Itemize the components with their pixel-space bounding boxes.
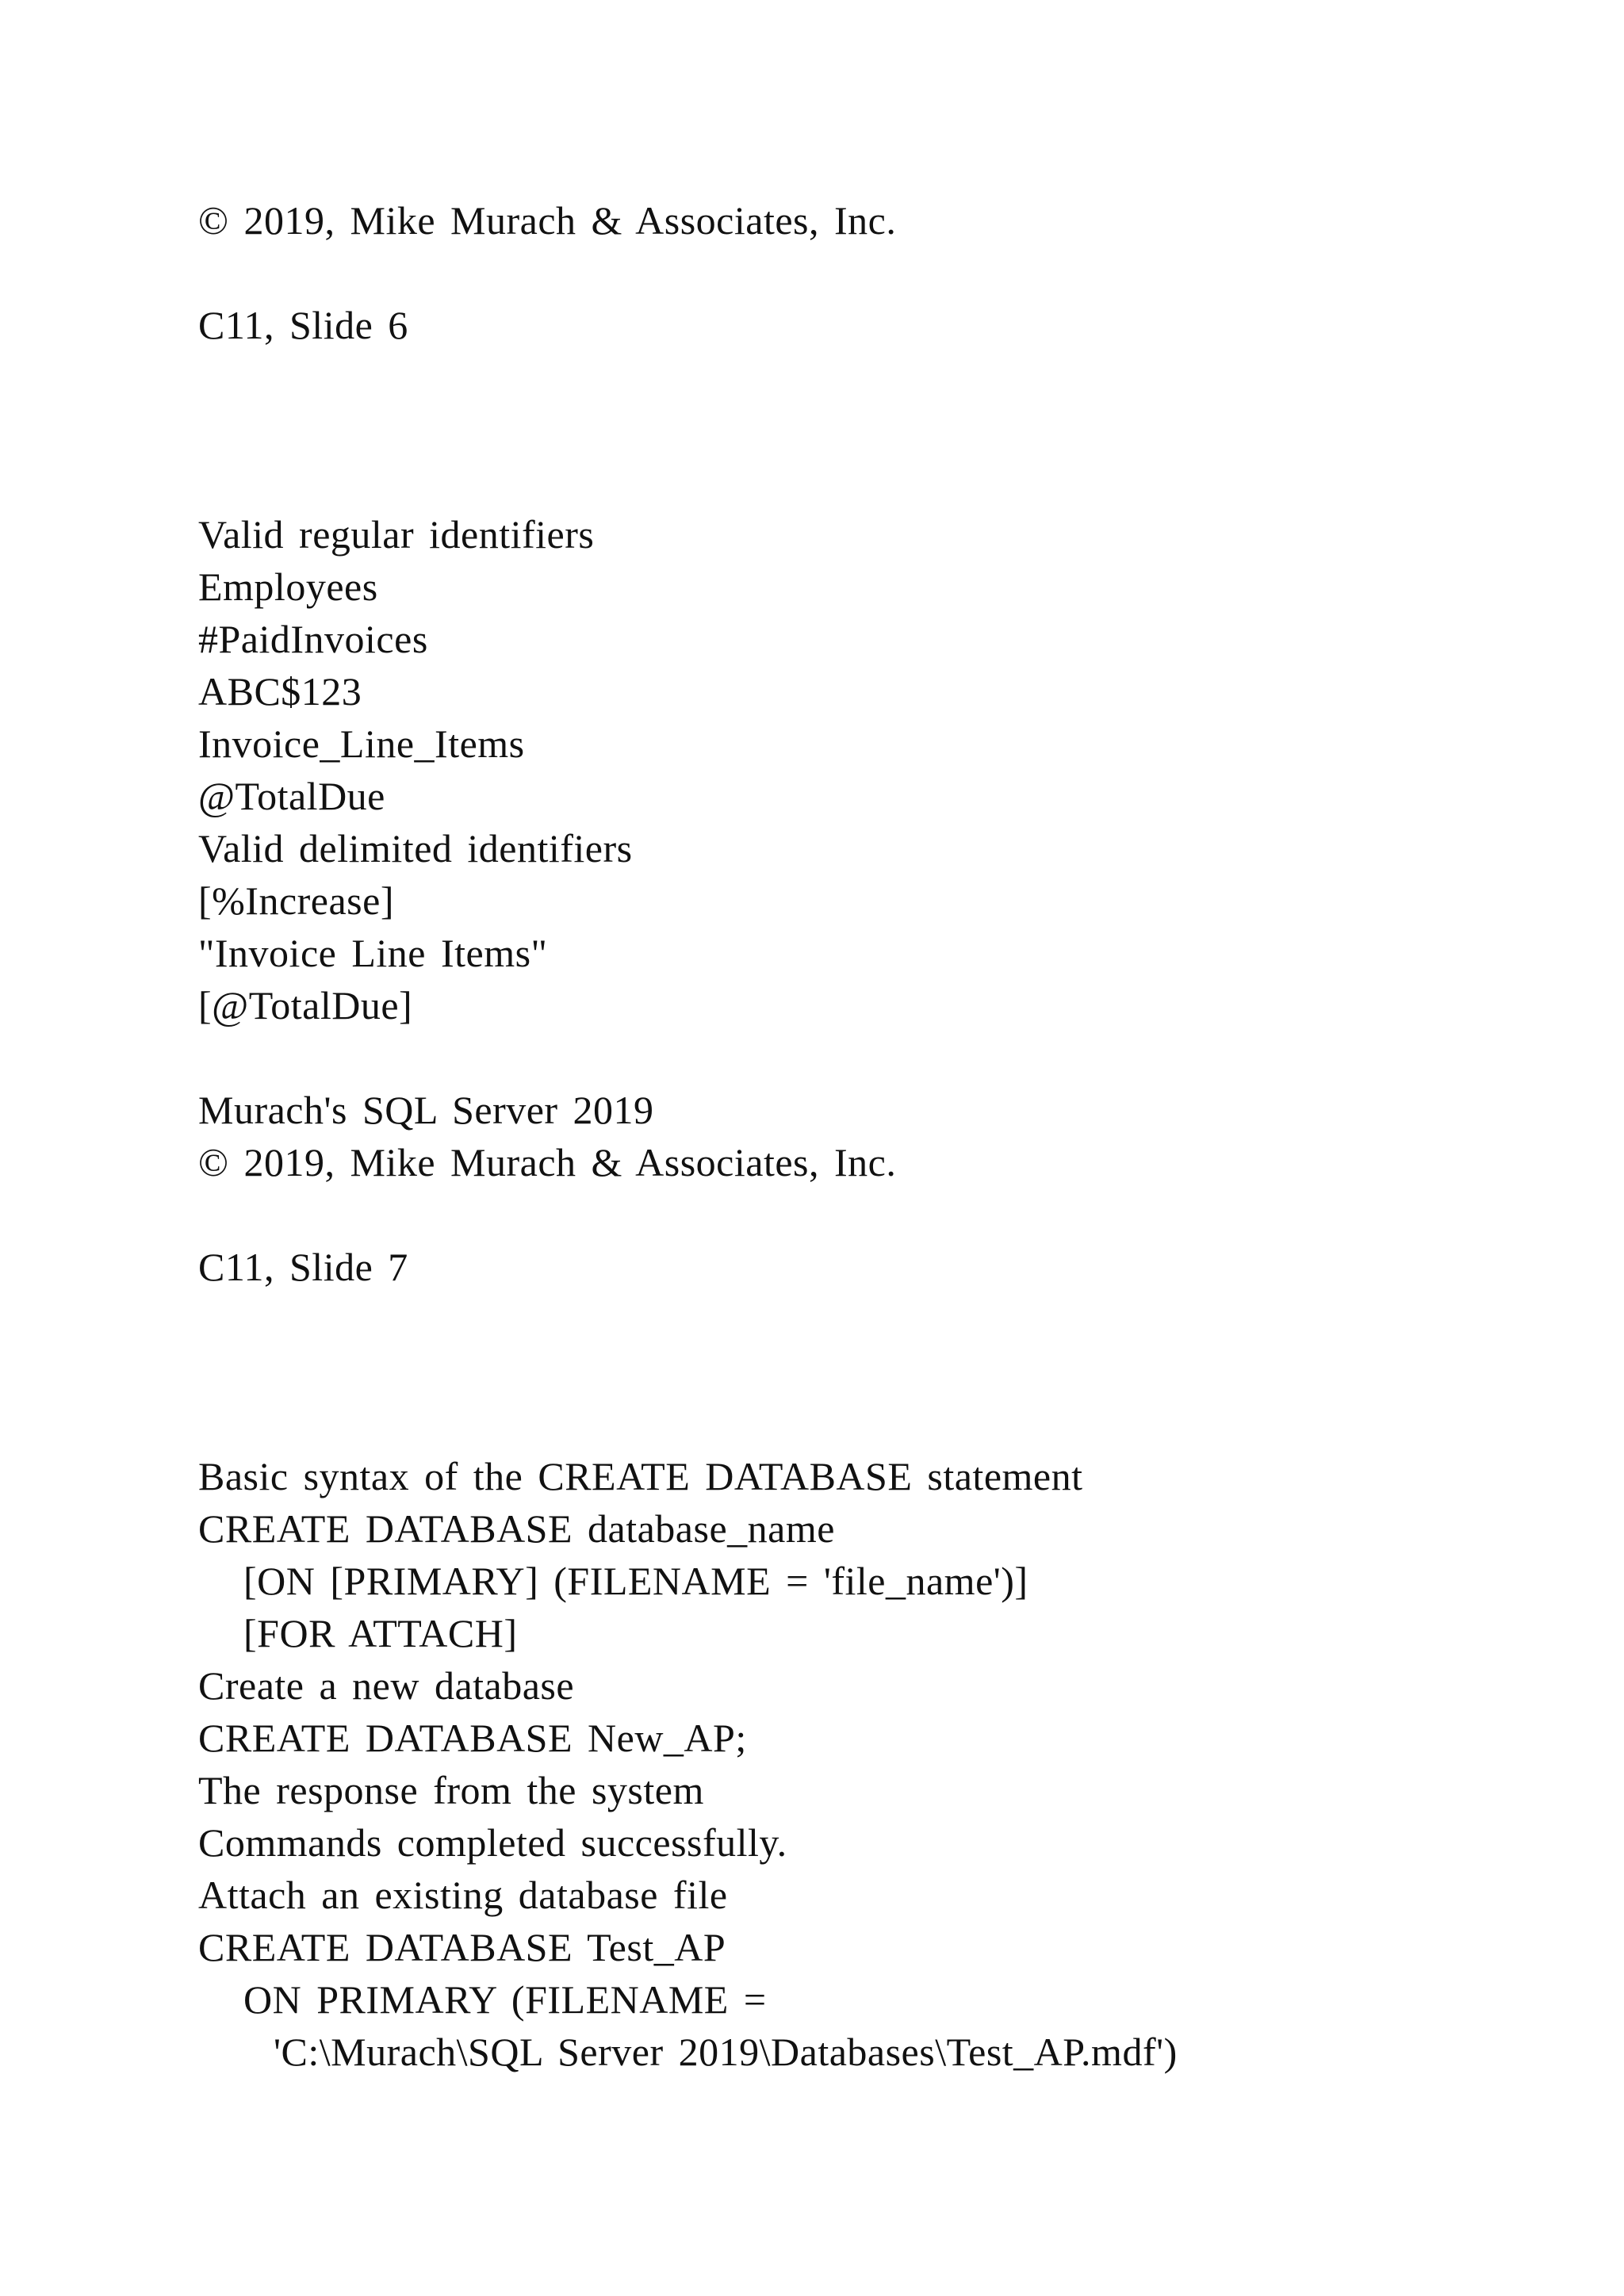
- slide-label: C11, Slide 7: [198, 1245, 408, 1289]
- identifier-item: [%Increase]: [198, 878, 394, 923]
- code-line: CREATE DATABASE New_AP;: [198, 1716, 747, 1760]
- identifier-item: Employees: [198, 564, 378, 609]
- identifier-item: @TotalDue: [198, 774, 385, 818]
- code-line: CREATE DATABASE Test_AP: [198, 1925, 726, 1969]
- heading-syntax: Basic syntax of the CREATE DATABASE statement: [198, 1454, 1083, 1498]
- system-response-text: Commands completed successfully.: [198, 1820, 787, 1865]
- code-line: CREATE DATABASE database_name: [198, 1506, 835, 1551]
- heading-delimited-identifiers: Valid delimited identifiers: [198, 826, 633, 871]
- heading-system-response: The response from the system: [198, 1768, 704, 1812]
- copyright-line: © 2019, Mike Murach & Associates, Inc.: [198, 1140, 897, 1184]
- book-title: Murach's SQL Server 2019: [198, 1088, 654, 1132]
- code-line: [FOR ATTACH]: [198, 1611, 518, 1655]
- heading-attach-database: Attach an existing database file: [198, 1873, 728, 1917]
- slide-label: C11, Slide 6: [198, 303, 408, 347]
- identifier-item: "Invoice Line Items": [198, 931, 548, 975]
- identifier-item: Invoice_Line_Items: [198, 721, 525, 766]
- code-line: 'C:\Murach\SQL Server 2019\Databases\Test_AP.mdf'): [198, 2030, 1178, 2074]
- code-line: [ON [PRIMARY] (FILENAME = 'file_name')]: [198, 1559, 1028, 1603]
- identifier-item: [@TotalDue]: [198, 983, 413, 1027]
- heading-create-database: Create a new database: [198, 1663, 575, 1708]
- identifier-item: ABC$123: [198, 669, 362, 714]
- copyright-line: © 2019, Mike Murach & Associates, Inc.: [198, 198, 897, 243]
- identifier-item: #PaidInvoices: [198, 617, 428, 661]
- code-line: ON PRIMARY (FILENAME =: [198, 1977, 767, 2022]
- heading-regular-identifiers: Valid regular identifiers: [198, 512, 595, 557]
